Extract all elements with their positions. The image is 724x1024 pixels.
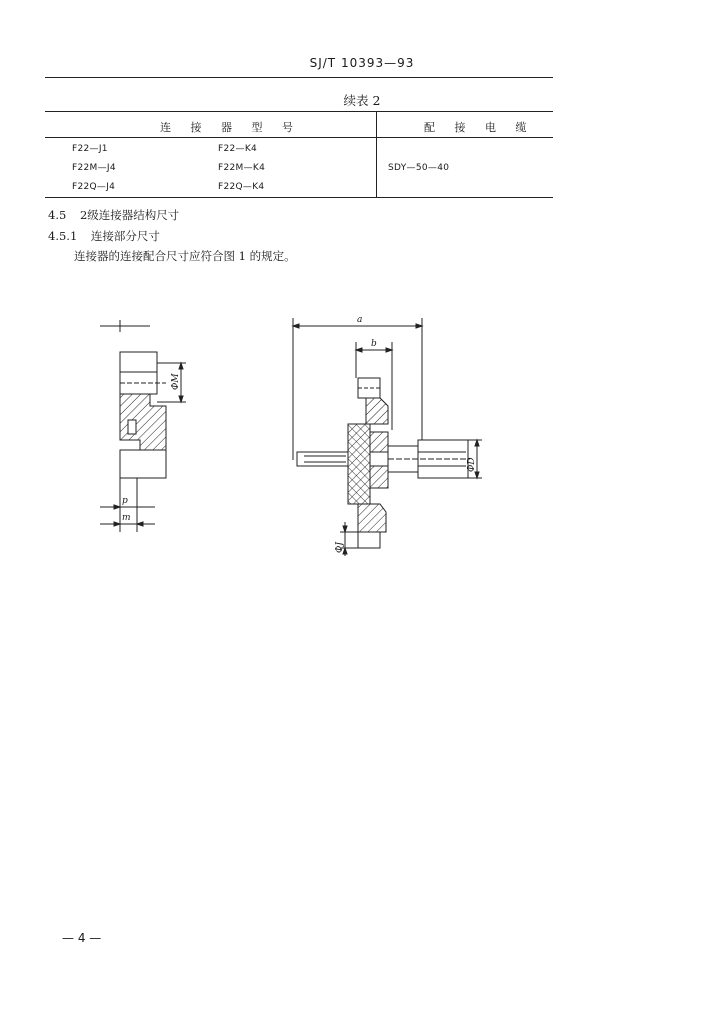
table-caption: 续表 2 xyxy=(343,93,381,108)
table-cell: F22M—J4 xyxy=(72,163,116,173)
table-cell: F22Q—J4 xyxy=(72,182,116,192)
table-cell: F22—J1 xyxy=(72,144,108,154)
table-cell: F22—K4 xyxy=(218,144,258,154)
standard-number: SJ/T 10393—93 xyxy=(309,56,415,70)
left-connector-section xyxy=(100,320,186,532)
table-cell: F22M—K4 xyxy=(218,163,266,173)
section-number: 4.5 xyxy=(48,208,67,222)
dim-label-b: b xyxy=(371,339,377,349)
section-title: 2级连接器结构尺寸 xyxy=(79,208,180,222)
body-paragraph: 连接器的连接配合尺寸应符合图 1 的规定。 xyxy=(74,249,296,263)
dim-label-phiM: ΦM xyxy=(171,373,181,390)
dim-label-a: a xyxy=(357,315,363,325)
col-header-connector: 连 接 器 型 号 xyxy=(160,121,301,134)
dim-label-p: p xyxy=(122,496,128,506)
dim-label-m: m xyxy=(122,513,131,523)
dim-label-phiJ: ΦJ xyxy=(335,542,345,553)
right-connector-section xyxy=(293,318,482,556)
section-title: 连接部分尺寸 xyxy=(90,229,160,243)
table-cell: F22Q—K4 xyxy=(218,182,265,192)
table-cell-cable: SDY—50—40 xyxy=(388,163,450,173)
page-number: — 4 — xyxy=(62,931,102,945)
dim-label-phiD: ΦD xyxy=(467,457,477,472)
col-header-cable: 配 接 电 缆 xyxy=(424,121,535,134)
section-number: 4.5.1 xyxy=(48,229,78,243)
